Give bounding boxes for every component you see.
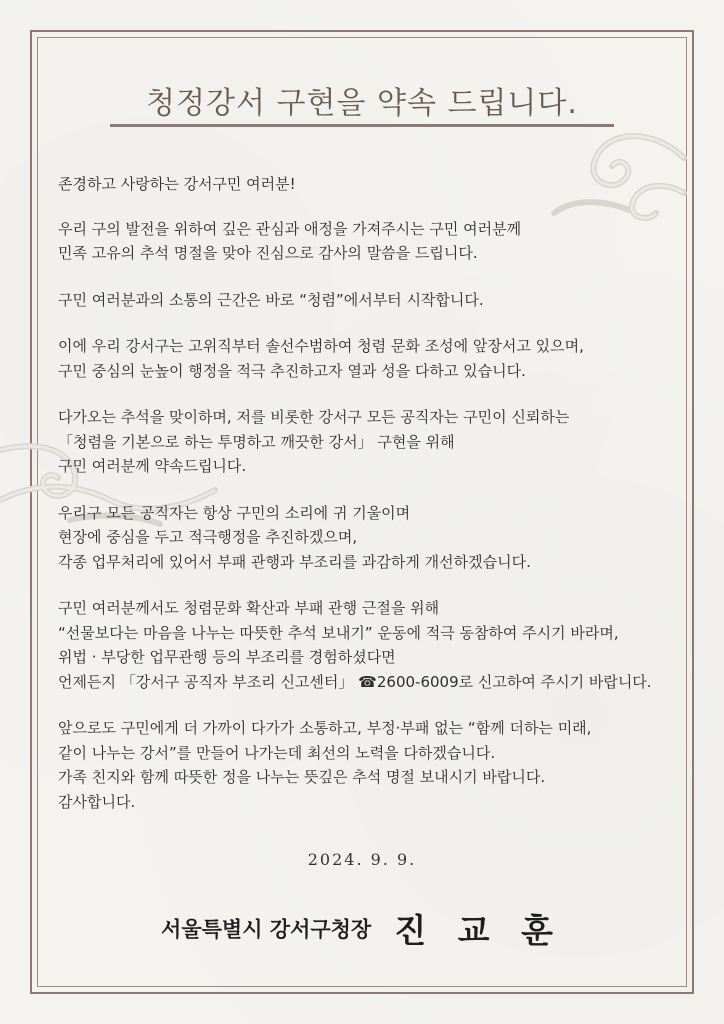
signature-name: 진 교 훈 xyxy=(394,911,563,950)
letter-body xyxy=(58,172,678,836)
letter-date: 2024. 9. 9. xyxy=(307,850,417,869)
closing-paragraph: 앞으로도 구민에게 더 가까이 다가가 소통하고, 부정·부패 없는 “함께 더하는 미래, 같이 나누는 강서”를 만들어 나가는데 최선의 노력을 다하겠습니다. 가족 친지와 함께 따뜻한 정을 나누는 뜻깊은 추석 명절 보내시기 바랍니다. 감사합니다. xyxy=(58,719,592,811)
greeting: 존경하고 사랑하는 강서구민 여러분! xyxy=(58,175,296,193)
signature-org: 서울특별시 강서구청장 xyxy=(161,917,372,942)
title-underline xyxy=(110,124,614,127)
paragraph: 우리 구의 발전을 위하여 깊은 관심과 애정을 가져주시는 구민 여러분께 민족 고유의 추석 명절을 맞아 진심으로 감사의 말씀을 드립니다. xyxy=(58,219,522,262)
signature-block xyxy=(0,905,724,952)
paragraph: 이에 우리 강서구는 고위직부터 솔선수범하여 청렴 문화 조성에 앞장서고 있으며, 구민 중심의 눈높이 행정을 적극 추진하고자 열과 성을 다하고 있습니다. xyxy=(58,337,584,380)
page-title: 청정강서 구현을 약속 드립니다. xyxy=(146,86,578,121)
paragraph: 구민 여러분과의 소통의 근간은 바로 “청렴”에서부터 시작합니다. xyxy=(58,290,484,309)
paragraph: 구민 여러분께서도 청렴문화 확산과 부패 관행 근절을 위해 “선물보다는 마음을 나누는 따뜻한 추석 보내기” 운동에 적극 동참하여 주시기 바라며, 위법 · 부당한 업무관행 등의 부조리를 경험하셨다면 언제든지 「강서구 공직자 부조리 신고센터」 ☎2600-6009로 신고하여 주시기 바랍니다. xyxy=(58,599,652,691)
paragraph: 우리구 모든 공직자는 항상 구민의 소리에 귀 기울이며 현장에 중심을 두고 적극행정을 추진하겠으며, 각종 업무처리에 있어서 부패 관행과 부조리를 과감하게 개선하겠습니다. xyxy=(58,503,531,571)
paragraph: 다가오는 추석을 맞이하며, 저를 비롯한 강서구 모든 공직자는 구민이 신뢰하는 「청렴을 기본으로 하는 투명하고 깨끗한 강서」 구현을 위해 구민 여러분께 약속드립니다. xyxy=(58,408,570,475)
